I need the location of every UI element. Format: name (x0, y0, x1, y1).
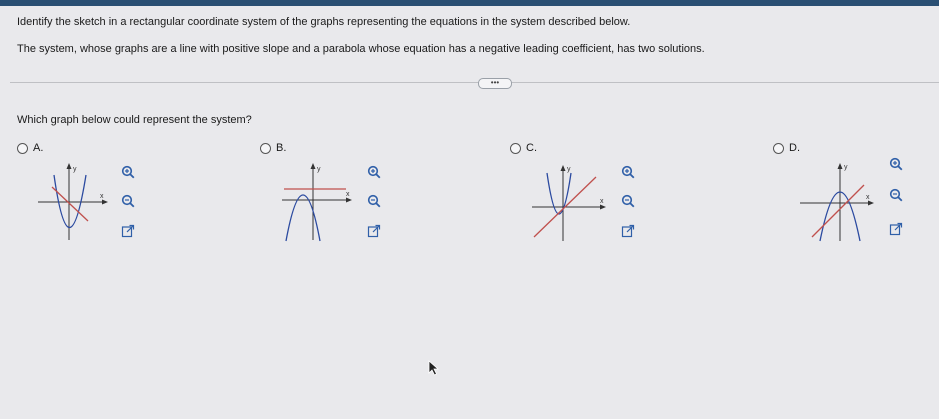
zoom-out-icon (367, 194, 381, 208)
graph-d-open[interactable] (888, 221, 904, 237)
external-link-icon (621, 224, 635, 238)
graph-a-zoom-out[interactable] (120, 193, 136, 209)
graph-b (280, 155, 360, 243)
graph-a-x-label: x (100, 193, 104, 200)
graph-c-x-label: x (600, 198, 604, 205)
top-accent-bar (0, 0, 939, 6)
radio-button-b[interactable] (260, 143, 271, 154)
graph-a-parabola (54, 175, 86, 228)
zoom-out-icon (621, 194, 635, 208)
graph-c-parabola (547, 173, 571, 214)
radio-button-d[interactable] (773, 143, 784, 154)
option-a-label: A. (33, 142, 44, 154)
graph-d-zoom-out[interactable] (888, 187, 904, 203)
external-link-icon (121, 224, 135, 238)
external-link-icon (367, 224, 381, 238)
zoom-in-icon (621, 165, 635, 179)
graph-b-y-label: y (317, 166, 321, 173)
option-c-label: C. (526, 142, 537, 154)
graph-d-y-label: y (844, 164, 848, 171)
mouse-cursor-icon (428, 360, 440, 376)
graph-a-open[interactable] (120, 223, 136, 239)
graph-c-y-label: y (567, 166, 571, 173)
question-description: The system, whose graphs are a line with positive slope and a parabola whose equation has a negative leading coefficient, has two solutions. (17, 43, 705, 55)
radio-button-c[interactable] (510, 143, 521, 154)
external-link-icon (889, 222, 903, 236)
option-b-label: B. (276, 142, 287, 154)
question-prompt: Which graph below could represent the system? (17, 114, 252, 126)
graph-d (798, 155, 883, 243)
graph-b-x-label: x (346, 191, 350, 198)
divider (10, 82, 939, 83)
graph-b-parabola (286, 195, 320, 241)
option-b[interactable] (260, 142, 286, 154)
graph-c-zoom-in[interactable] (620, 164, 636, 180)
option-a[interactable] (17, 142, 43, 154)
graph-b-zoom-in[interactable] (366, 164, 382, 180)
graph-c-open[interactable] (620, 223, 636, 239)
question-instruction: Identify the sketch in a rectangular coordinate system of the graphs representing the equations in the system described below. (17, 16, 631, 28)
graph-a (36, 155, 116, 243)
graph-d-x-label: x (866, 194, 870, 201)
graph-b-open[interactable] (366, 223, 382, 239)
option-d[interactable] (773, 142, 800, 154)
zoom-in-icon (121, 165, 135, 179)
radio-button-a[interactable] (17, 143, 28, 154)
graph-c-zoom-out[interactable] (620, 193, 636, 209)
graph-a-y-label: y (73, 166, 77, 173)
graph-d-zoom-in[interactable] (888, 156, 904, 172)
graph-c (530, 155, 615, 243)
zoom-in-icon (367, 165, 381, 179)
zoom-out-icon (121, 194, 135, 208)
zoom-in-icon (889, 157, 903, 171)
zoom-out-icon (889, 188, 903, 202)
option-c[interactable] (510, 142, 537, 154)
option-d-label: D. (789, 142, 800, 154)
graph-b-zoom-out[interactable] (366, 193, 382, 209)
graph-a-zoom-in[interactable] (120, 164, 136, 180)
more-button[interactable]: ••• (478, 78, 512, 89)
